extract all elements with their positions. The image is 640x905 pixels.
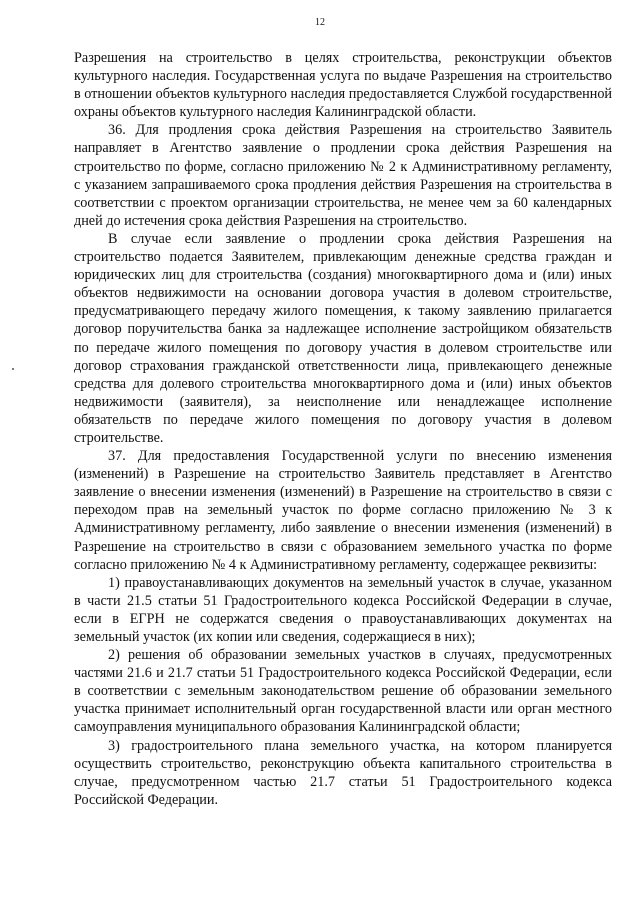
paragraph-item-36: 36. Для продления срока действия Разрешения на строительство Заявитель направляет в Агентство заявление о продлении срока действия Разрешения на строительство по форме, согласно приложению № 2 к Административному регламенту, с указанием запрашиваемого срока продления действия Разрешения на строительства в соответствии с проектом организации строительства, не менее чем за 60 календарных дней до истечения срока действия Разрешения на строительство. xyxy=(74,122,612,229)
scan-artifact-dot xyxy=(12,368,14,370)
paragraph-item-36-case: В случае если заявление о продлении срока действия Разрешения на строительство подается Заявителем, привлекающим денежные средства граждан и юридических лиц для строительства (создания) многоквартирного дома и (или) иных объектов недвижимости на основании договора участия в долевом строительстве, предусматривающего передачу жилого помещения, к такому заявлению прилагается договор поручительства банка за надлежащее исполнение застройщиком обязательств по передаче жилого помещения по договору участия в долевом строительстве или договор страхования гражданской ответственности лица, привлекающего денежные средства для долевого строительства многоквартирного дома и (или) иных объектов недвижимости (заявителя), за неисполнение или ненадлежащее исполнение обязательств по передаче жилого помещения по договору участия в долевом строительстве. xyxy=(74,230,612,446)
paragraph-continuation: Разрешения на строительство в целях строительства, реконструкции объектов культурного наследия. Государственная услуга по выдаче Разрешения на строительство в отношении объектов культурного наследия предоставляется Службой государственной охраны объектов культурного наследия Калининградской области. xyxy=(74,50,612,121)
paragraph-item-37: 37. Для предоставления Государственной услуги по внесению изменения (изменений) в Разрешение на строительство Заявитель представляет в Агентство заявление о внесении изменения (изменений) в Разрешение на строительство в связи с переходом прав на земельный участок по форме согласно приложению № 3 к Административному регламенту, либо заявление о внесении изменения (изменений) в Разрешение на строительство в связи с образованием земельного участка по форме согласно приложению № 4 к Административному регламенту, содержащее реквизиты: xyxy=(74,448,612,573)
list-item-37-3: 3) градостроительного плана земельного участка, на котором планируется осуществить строительство, реконструкцию объекта капитального строительства в случае, предусмотренном частью 21.7 статьи 51 Градостроительного кодекса Российской Федерации. xyxy=(74,737,612,808)
document-body xyxy=(74,49,612,809)
list-item-37-2: 2) решения об образовании земельных участков в случаях, предусмотренных частями 21.6 и 21.7 статьи 51 Градостроительного кодекса Российской Федерации, если в соответствии с земельным законодательством решение об образовании земельного участка принимает исполнительный орган государственной власти или орган местного самоуправления муниципального образования Калининградской области; xyxy=(74,647,612,736)
list-item-37-1: 1) правоустанавливающих документов на земельный участок в случае, указанном в части 21.5 статьи 51 Градостроительного кодекса Российской Федерации в случае, если в ЕГРН не содержатся сведения о правоустанавливающих документах на земельный участок (их копии или сведения, содержащиеся в них); xyxy=(74,574,612,645)
page-number: 12 xyxy=(315,17,325,28)
